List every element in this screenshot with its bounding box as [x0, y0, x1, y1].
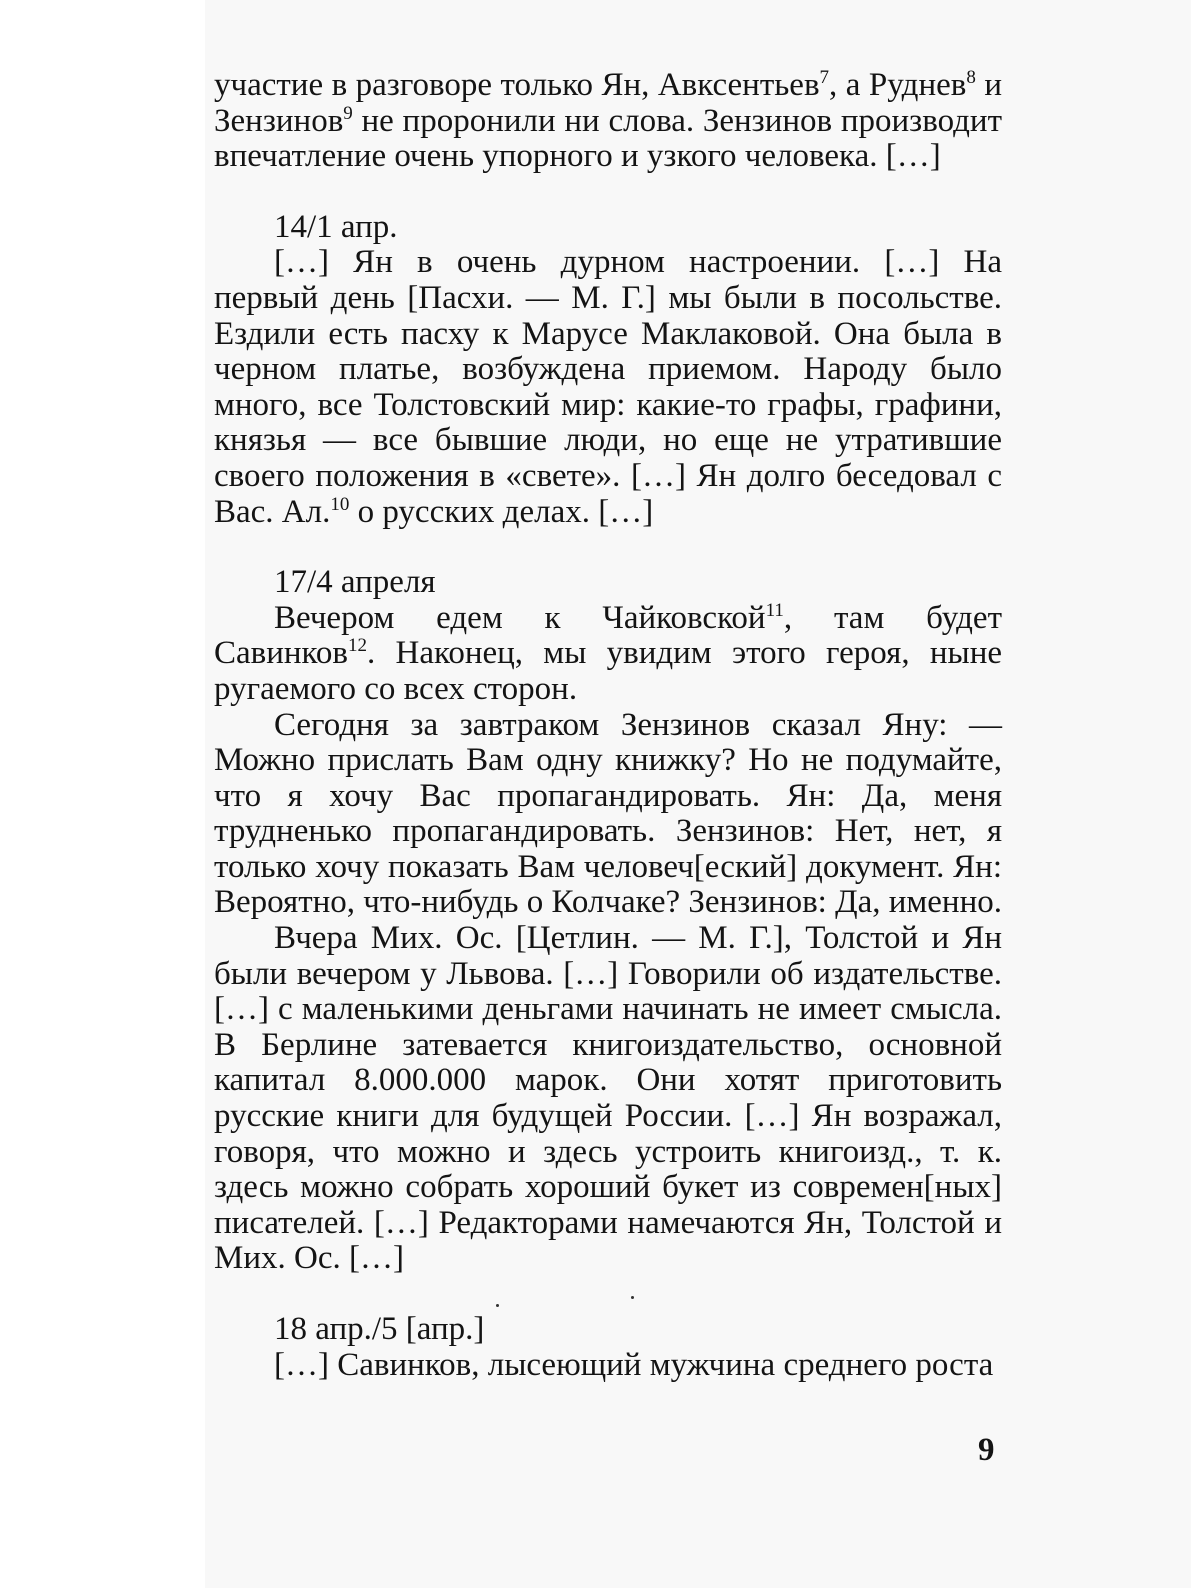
page-number: 9: [978, 1432, 995, 1468]
entry-2-text-b: , там будет Савинков: [214, 599, 1002, 672]
entry-3-paragraph: […] Савинков, лысеющий мужчина среднего роста: [274, 1346, 994, 1383]
entry-1-text-b: о русских делах. […]: [349, 493, 654, 530]
entry-1-text-a: […] Ян в очень дурном настроении. […] На первый день [Пасхи. — М. Г.] мы были в посольстве. Ездили есть пасху к Марусе Маклаковой. Она была в черном платье, возбуждена приемом. Народу было много, все Толстовский мир: какие-то графы, графини, князья — все бывшие люди, но еще не утратившие своего положения в «свете». […] Ян долго беседовал с Вас. Ал.: [214, 244, 1002, 530]
opening-text-b: , а Руднев: [829, 67, 967, 103]
opening-text-a: участие в разговоре только Ян, Авксентьев: [214, 67, 820, 103]
opening-text-d: не проронили ни слова. Зензинов производит впечатление очень упорного и узкого человека. […]: [214, 102, 1002, 175]
entry-2-text-c: . Наконец, мы увидим этого героя, ныне ругаемого со всех сторон.: [214, 635, 1002, 707]
entry-1-paragraph: [214, 245, 1002, 530]
entry-2-paragraph-3: Вчера Мих. Ос. [Цетлин. — М. Г.], Толстой и Ян были вечером у Львова. […] Говорили об издательстве. […] с маленькими деньгами начинать не имеет смысла. В Берлине затевается книгоиздательство, основной капитал 8.000.000 марок. Они хотят приготовить русские книги для будущей России. […] Ян возражал, говоря, что можно и здесь устроить книгоизд., т. к. здесь можно собрать хороший букет из современ[ных] писателей. […] Редакторами намечаются Ян, Толстой и Мих. Ос. […]: [214, 920, 1002, 1277]
page-body: [214, 68, 1002, 1383]
entry-2-paragraph-2: Сегодня за завтраком Зензинов сказал Яну: — Можно прислать Вам одну книжку? Но не подумайте, что я хочу Вас пропагандировать. Ян: Да, меня трудненько пропагандировать. Зензинов: Нет, нет, я только хочу показать Вам человеч[еский] документ. Ян: Вероятно, что-нибудь о Колчаке? Зензинов: Да, именно.: [214, 706, 1002, 921]
diary-entry-1: [214, 210, 1002, 530]
entry-2-paragraph-1: [214, 601, 1002, 708]
diary-entry-3: [214, 1312, 1002, 1383]
footnote-ref-9: 9: [343, 102, 353, 124]
footnote-ref-11: 11: [765, 599, 784, 621]
entry-date-2: 17/4 апреля: [274, 564, 436, 601]
scan-speck: [496, 1304, 499, 1307]
diary-entry-2: [214, 565, 1002, 1277]
opening-text-c: и Зензинов: [214, 67, 1002, 139]
footnote-ref-12: 12: [348, 635, 367, 657]
scan-speck: [631, 1296, 634, 1299]
footnote-ref-10: 10: [330, 493, 350, 515]
footnote-ref-7: 7: [819, 67, 830, 88]
footnote-ref-8: 8: [966, 67, 976, 88]
entry-date-1: 14/1 апр.: [274, 208, 398, 245]
entry-2-text-a: Вечером едем к Чайковской: [274, 599, 766, 636]
opening-paragraph: [214, 68, 1002, 175]
entry-date-3: 18 апр./5 [апр.]: [274, 1311, 485, 1347]
